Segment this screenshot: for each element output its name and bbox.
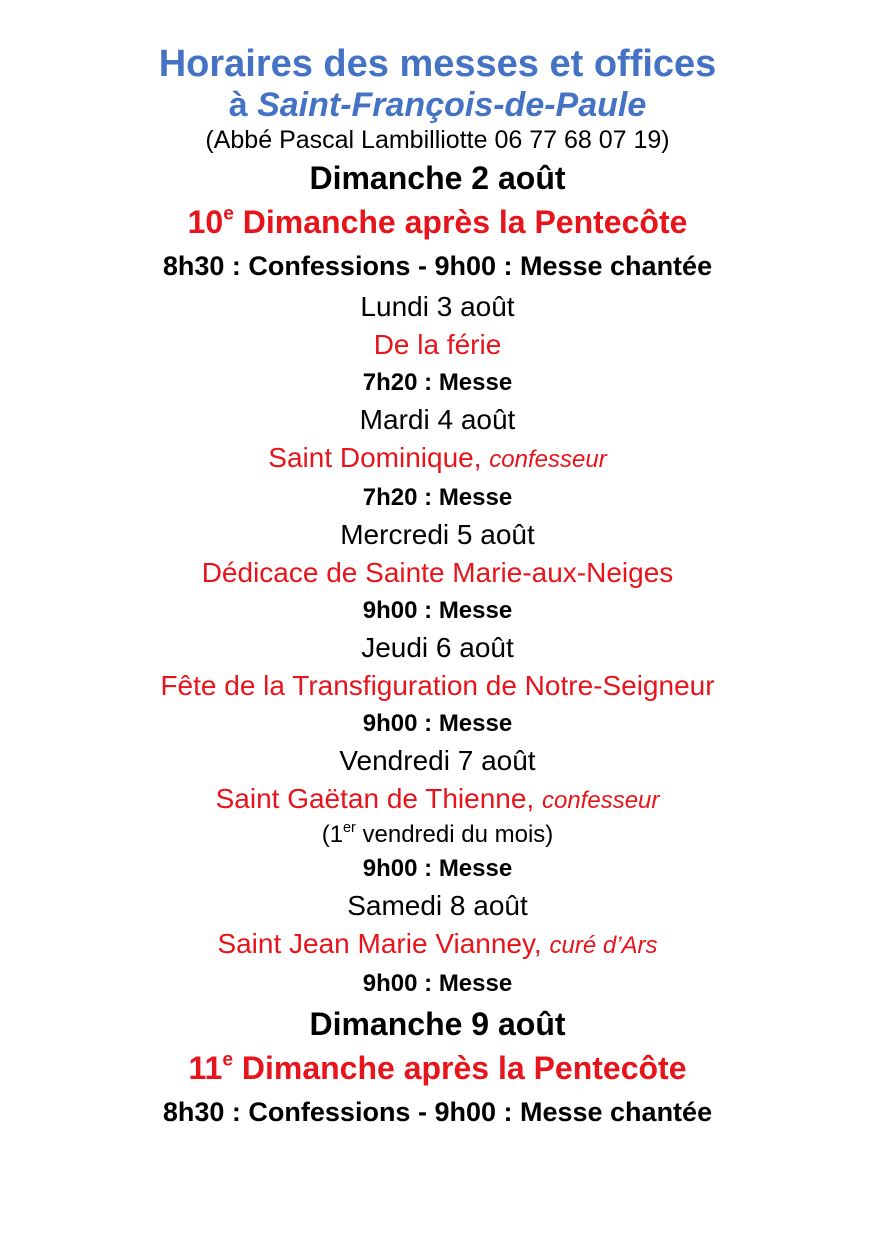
sunday1-schedule: 8h30 : Confessions - 9h00 : Messe chantée <box>162 251 713 281</box>
friday-schedule: 9h00 : Messe <box>362 855 513 882</box>
saturday-feast <box>0 925 875 965</box>
page-title: Horaires des messes et offices <box>158 43 717 85</box>
wednesday-date: Mercredi 5 août <box>340 519 535 550</box>
sunday1-feast-rest: Dimanche après la Pentecôte <box>233 204 688 240</box>
monday-date: Lundi 3 août <box>360 291 515 322</box>
sunday1-feast-num: 10 <box>187 204 224 240</box>
subtitle-place: Saint-François-de-Paule <box>257 86 647 124</box>
friday-note <box>0 820 875 850</box>
saturday-schedule: 9h00 : Messe <box>362 970 513 997</box>
wednesday-schedule: 9h00 : Messe <box>362 597 513 624</box>
sunday2-feast-num: 11 <box>188 1050 223 1086</box>
contact-line: (Abbé Pascal Lambilliotte 06 77 68 07 19) <box>205 126 670 154</box>
sunday1-feast-sup: e <box>223 203 234 225</box>
tuesday-schedule: 7h20 : Messe <box>362 484 513 511</box>
friday-qualifier: confesseur <box>541 787 660 814</box>
friday-note-rest: vendredi du mois) <box>355 821 554 848</box>
sunday2-schedule: 8h30 : Confessions - 9h00 : Messe chantée <box>162 1097 713 1127</box>
subtitle-prefix: à <box>228 86 258 124</box>
saturday-date: Samedi 8 août <box>347 890 528 921</box>
sunday2-feast-sup: e <box>222 1049 233 1071</box>
tuesday-qualifier: confesseur <box>489 446 607 473</box>
tuesday-feast-name: Saint Dominique, <box>268 442 490 473</box>
friday-note-open: (1 <box>321 821 344 848</box>
monday-schedule: 7h20 : Messe <box>362 369 513 396</box>
friday-date: Vendredi 7 août <box>339 745 536 776</box>
friday-note-sup: er <box>343 819 356 836</box>
page-subtitle <box>0 86 875 124</box>
friday-feast <box>0 780 875 820</box>
sunday2-feast <box>0 1046 875 1090</box>
tuesday-date: Mardi 4 août <box>359 404 516 435</box>
monday-feast: De la férie <box>373 329 502 360</box>
thursday-schedule: 9h00 : Messe <box>362 710 513 737</box>
saturday-feast-name: Saint Jean Marie Vianney, <box>217 928 550 959</box>
tuesday-feast <box>0 439 875 479</box>
friday-feast-name: Saint Gaëtan de Thienne, <box>215 783 542 814</box>
sunday1-feast <box>0 200 875 244</box>
thursday-date: Jeudi 6 août <box>361 632 514 663</box>
thursday-feast: Fête de la Transfiguration de Notre-Seigneur <box>160 670 715 701</box>
wednesday-feast: Dédicace de Sainte Marie-aux-Neiges <box>201 557 674 588</box>
sunday2-feast-rest: Dimanche après la Pentecôte <box>232 1050 687 1086</box>
sunday1-date: Dimanche 2 août <box>309 160 566 196</box>
sunday2-date: Dimanche 9 août <box>309 1006 566 1042</box>
saturday-qualifier: curé d’Ars <box>549 932 658 959</box>
